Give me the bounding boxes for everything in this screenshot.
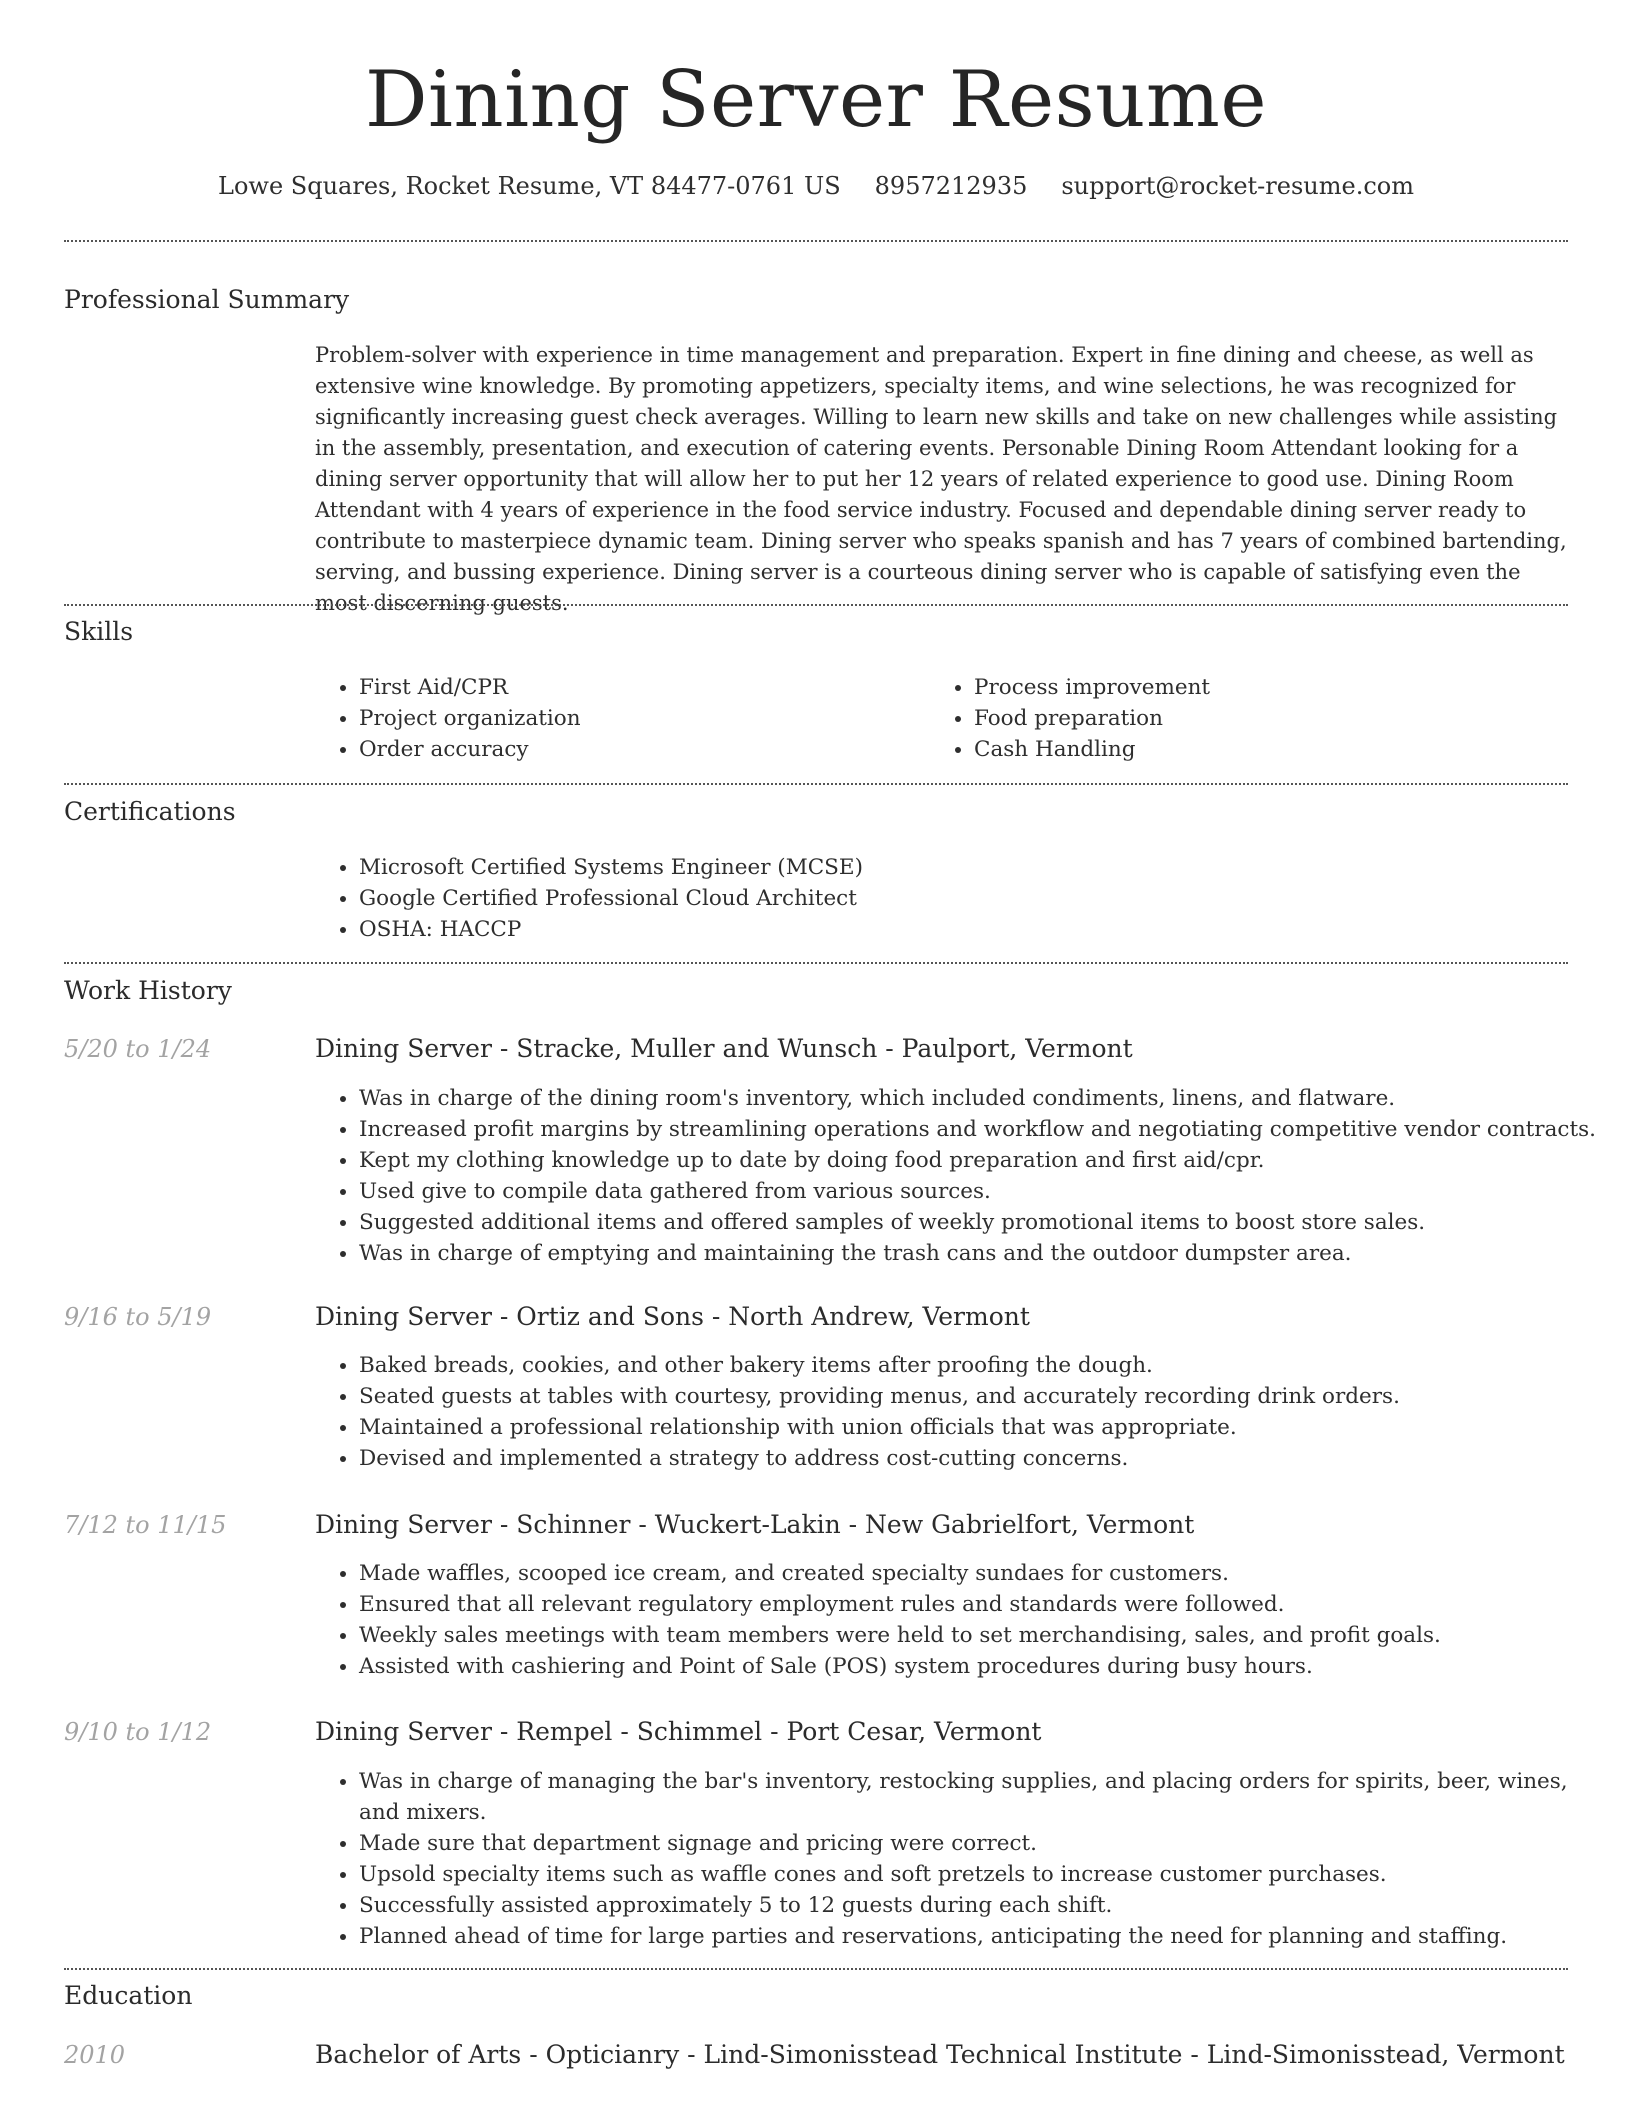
job-bullets bbox=[315, 1766, 1612, 1952]
job-dates: 5/20 to 1/24 bbox=[64, 1035, 212, 1063]
job-bullet: • Was in charge of managing the bar's inventory, restocking supplies, and placing orders for spirits, beer, wines, and mixers. bbox=[359, 1766, 1612, 1828]
job-bullet: • Weekly sales meetings with team members were held to set merchandising, sales, and profit goals. bbox=[359, 1620, 1612, 1651]
certification-item: • Microsoft Certified Systems Engineer (MCSE) bbox=[359, 852, 1559, 883]
certification-item: • OSHA: HACCP bbox=[359, 914, 1559, 945]
job-bullet: • Made waffles, scooped ice cream, and created specialty sundaes for customers. bbox=[359, 1558, 1612, 1589]
job-title: Dining Server - Rempel - Schimmel - Port Cesar, Vermont bbox=[315, 1717, 1042, 1746]
skill-item: • Process improvement bbox=[974, 672, 1534, 703]
job-bullet: • Kept my clothing knowledge up to date by doing food preparation and first aid/cpr. bbox=[359, 1145, 1612, 1176]
job-title: Dining Server - Ortiz and Sons - North Andrew, Vermont bbox=[315, 1302, 1030, 1331]
divider bbox=[64, 1968, 1568, 1970]
certifications-list bbox=[315, 852, 1559, 945]
job-bullet: • Used give to compile data gathered from various sources. bbox=[359, 1176, 1612, 1207]
job-bullet: • Was in charge of emptying and maintaining the trash cans and the outdoor dumpster area. bbox=[359, 1238, 1612, 1269]
section-title-summary: Professional Summary bbox=[64, 285, 350, 314]
skill-item: • Food preparation bbox=[974, 703, 1534, 734]
education-year: 2010 bbox=[64, 2041, 126, 2069]
job-bullet: • Devised and implemented a strategy to address cost-cutting concerns. bbox=[359, 1443, 1612, 1474]
job-bullet: • Increased profit margins by streamlining operations and workflow and negotiating competitive vendor contracts. bbox=[359, 1114, 1612, 1145]
job-dates: 9/16 to 5/19 bbox=[64, 1303, 212, 1331]
divider bbox=[64, 962, 1568, 964]
job-bullets bbox=[315, 1083, 1612, 1269]
job-bullet: • Made sure that department signage and pricing were correct. bbox=[359, 1828, 1612, 1859]
job-bullet: • Successfully assisted approximately 5 to 12 guests during each shift. bbox=[359, 1890, 1612, 1921]
job-bullet: • Upsold specialty items such as waffle cones and soft pretzels to increase customer purchases. bbox=[359, 1859, 1612, 1890]
job-title: Dining Server - Schinner - Wuckert-Lakin - New Gabrielfort, Vermont bbox=[315, 1510, 1195, 1539]
divider bbox=[64, 783, 1568, 785]
job-bullet: • Planned ahead of time for large parties and reservations, anticipating the need for planning and staffing. bbox=[359, 1921, 1612, 1952]
job-bullet: • Assisted with cashiering and Point of Sale (POS) system procedures during busy hours. bbox=[359, 1651, 1612, 1682]
contact-address: Lowe Squares, Rocket Resume, VT 84477-0761 US bbox=[218, 172, 841, 200]
skill-item: • Project organization bbox=[359, 703, 919, 734]
divider bbox=[64, 240, 1568, 242]
contact-line bbox=[0, 170, 1632, 202]
summary-text: Problem-solver with experience in time management and preparation. Expert in fine dining and cheese, as well as extensive wine knowledge. By promoting appetizers, specialty items, and wine selections, he was recognized for significantly increasing guest check averages. Willing to learn new skills and take on new challenges while assisting in the assembly, presentation, and execution of catering events. Personable Dining Room Attendant looking for a dining server opportunity that will allow her to put her 12 years of related experience to good use. Dining Room Attendant with 4 years of experience in the food service industry. Focused and dependable dining server ready to contribute to masterpiece dynamic team. Dining server who speaks spanish and has 7 years of combined bartending, serving, and bussing experience. Dining server is a courteous dining server who is capable of satisfying even the most discerning guests. bbox=[315, 343, 1567, 615]
education-degree: Bachelor of Arts - Opticianry - Lind-Simonisstead Technical Institute - Lind-Simonisstead, Vermont bbox=[315, 2040, 1565, 2069]
certification-item: • Google Certified Professional Cloud Architect bbox=[359, 883, 1559, 914]
section-title-education: Education bbox=[64, 1981, 193, 2010]
job-bullets bbox=[315, 1558, 1612, 1682]
section-title-skills: Skills bbox=[64, 617, 134, 646]
job-bullet: • Ensured that all relevant regulatory employment rules and standards were followed. bbox=[359, 1589, 1612, 1620]
skills-list-right bbox=[930, 672, 1534, 765]
job-bullet: • Suggested additional items and offered samples of weekly promotional items to boost store sales. bbox=[359, 1207, 1612, 1238]
job-bullet: • Seated guests at tables with courtesy, providing menus, and accurately recording drink orders. bbox=[359, 1381, 1612, 1412]
contact-phone: 8957212935 bbox=[874, 172, 1028, 200]
divider bbox=[64, 604, 1568, 606]
contact-email[interactable]: support@rocket-resume.com bbox=[1061, 172, 1414, 200]
skill-item: • Cash Handling bbox=[974, 734, 1534, 765]
resume-title: Dining Server Resume bbox=[364, 55, 1268, 145]
job-bullets bbox=[315, 1350, 1612, 1474]
job-title: Dining Server - Stracke, Muller and Wunsch - Paulport, Vermont bbox=[315, 1034, 1133, 1063]
job-bullet: • Was in charge of the dining room's inventory, which included condiments, linens, and flatware. bbox=[359, 1083, 1612, 1114]
job-dates: 7/12 to 11/15 bbox=[64, 1511, 227, 1539]
job-bullet: • Baked breads, cookies, and other bakery items after proofing the dough. bbox=[359, 1350, 1612, 1381]
skill-item: • Order accuracy bbox=[359, 734, 919, 765]
section-title-work-history: Work History bbox=[64, 976, 232, 1005]
job-dates: 9/10 to 1/12 bbox=[64, 1718, 212, 1746]
skills-list-left bbox=[315, 672, 919, 765]
section-title-certifications: Certifications bbox=[64, 797, 236, 826]
job-bullet: • Maintained a professional relationship with union officials that was appropriate. bbox=[359, 1412, 1612, 1443]
skill-item: • First Aid/CPR bbox=[359, 672, 919, 703]
